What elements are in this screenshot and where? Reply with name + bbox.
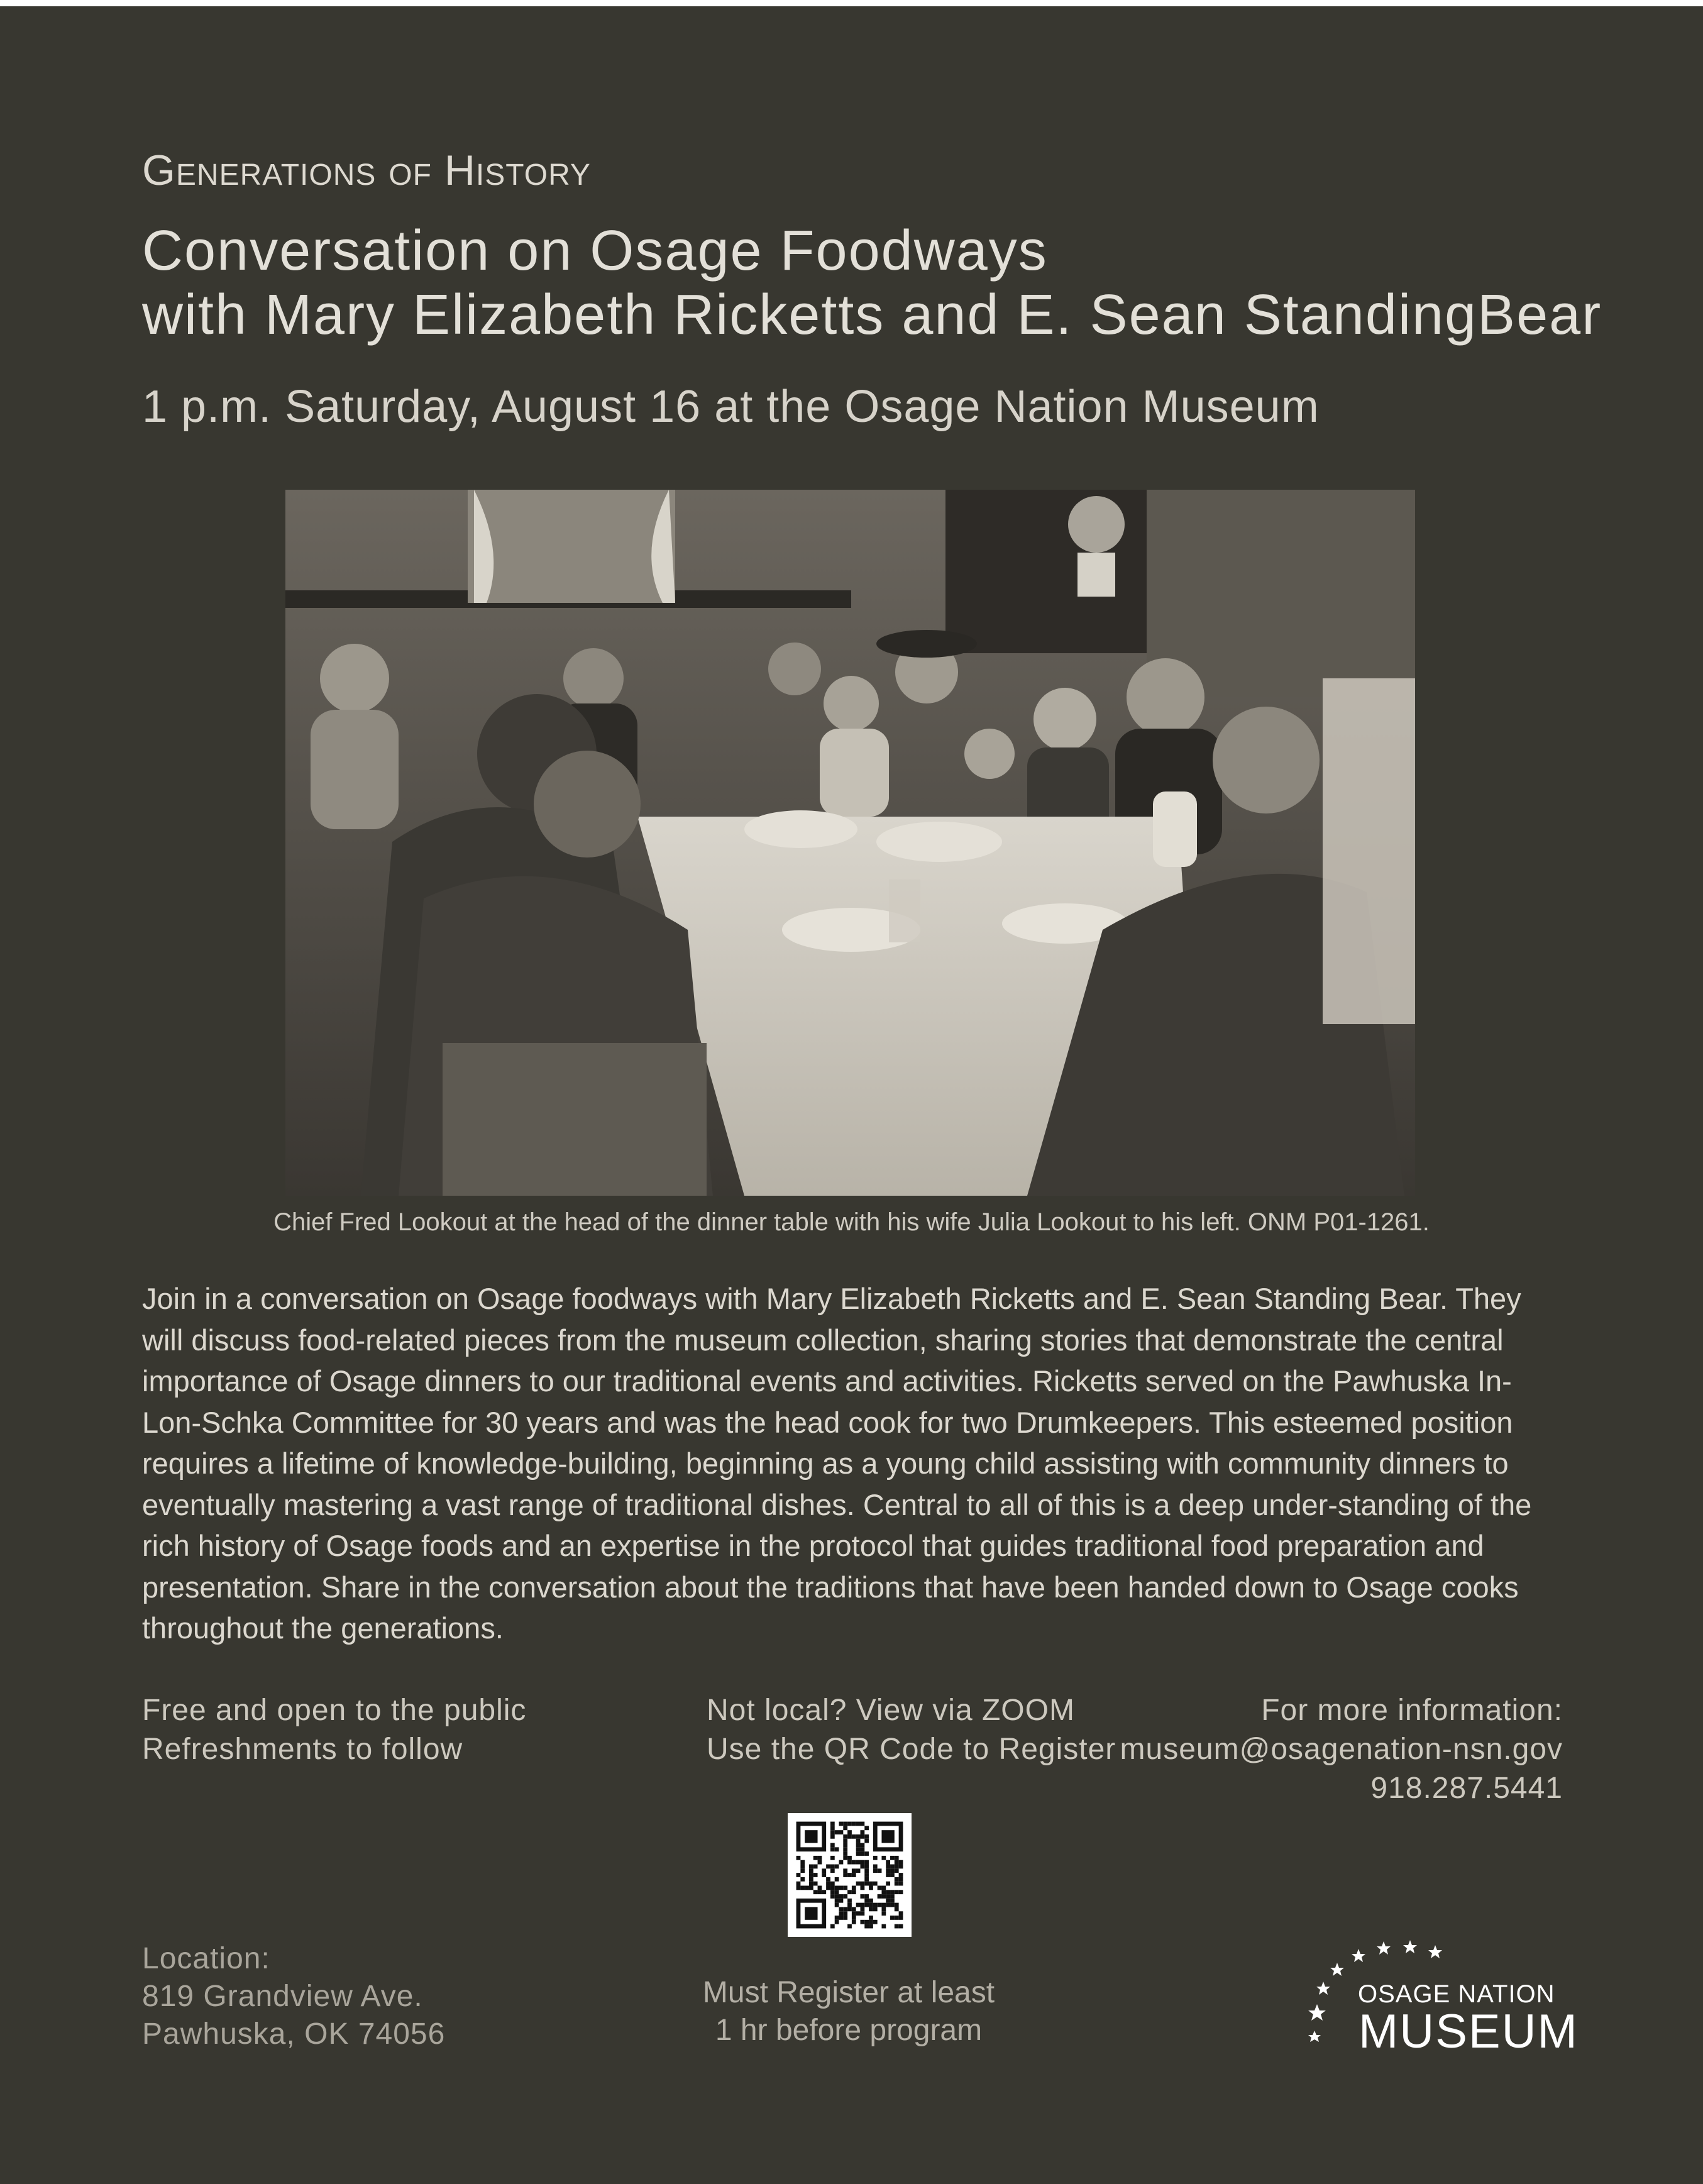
register-note-line-1: Must Register at least xyxy=(702,1976,995,2009)
event-datetime: 1 p.m. Saturday, August 16 at the Osage Nation Museum xyxy=(142,382,1320,432)
logo-text-osage-nation: OSAGE NATION xyxy=(1358,1980,1555,2008)
location-city: Pawhuska, OK 74056 xyxy=(142,2017,446,2051)
zoom-info xyxy=(707,1691,1116,1769)
refreshments-line: Refreshments to follow xyxy=(142,1733,463,1766)
qr-code-icon xyxy=(788,1813,912,1937)
contact-info xyxy=(1120,1691,1563,1808)
osage-nation-museum-logo xyxy=(1304,1924,1579,2058)
event-title-line-2: with Mary Elizabeth Ricketts and E. Sean StandingBear xyxy=(142,284,1602,346)
location-street: 819 Grandview Ave. xyxy=(142,1980,423,2013)
event-description: Join in a conversation on Osage foodways with Mary Elizabeth Ricketts and E. Sean Standing Bear. They will discuss food-related pieces from the museum collection, sharing stories that demonstrate the central importance of Osage dinners to our traditional events and activities. Ricketts served on the Pawhuska In-Lon-Schka Committee for 30 years and was the head cook for two Drumkeepers. This esteemed position requires a lifetime of knowledge-building, beginning as a young child assisting with community dinners to eventually mastering a vast range of traditional dishes. Central to all of this is a deep under-standing of the rich history of Osage foods and an expertise in the protocol that guides traditional food preparation and presentation. Share in the conversation about the traditions that have been handed down to Osage cooks throughout the generations. xyxy=(142,1282,1532,1645)
event-poster xyxy=(0,6,1703,2184)
qr-register-line: Use the QR Code to Register xyxy=(707,1733,1116,1766)
dinner-photo-illustration xyxy=(285,490,1415,1196)
contact-email[interactable]: museum@osagenation-nsn.gov xyxy=(1120,1733,1563,1766)
register-note-line-2: 1 hr before program xyxy=(715,2014,983,2047)
event-title-line-1: Conversation on Osage Foodways xyxy=(142,219,1048,282)
photo-caption: Chief Fred Lookout at the head of the dinner table with his wife Julia Lookout to his left. ONM P01-1261. xyxy=(273,1208,1430,1236)
admission-line: Free and open to the public xyxy=(142,1694,527,1727)
registration-qr-code[interactable] xyxy=(788,1813,912,1937)
zoom-line: Not local? View via ZOOM xyxy=(707,1694,1075,1727)
historical-dinner-photo xyxy=(285,490,1415,1196)
registration-note xyxy=(692,1974,1006,2049)
contact-phone[interactable]: 918.287.5441 xyxy=(1370,1772,1563,1805)
series-title: Generations of History xyxy=(142,146,591,194)
location-label: Location: xyxy=(142,1942,270,1975)
logo-text-museum: MUSEUM xyxy=(1359,2005,1579,2058)
location-block xyxy=(142,1940,445,2053)
admission-info xyxy=(142,1691,526,1769)
contact-label: For more information: xyxy=(1261,1694,1563,1727)
